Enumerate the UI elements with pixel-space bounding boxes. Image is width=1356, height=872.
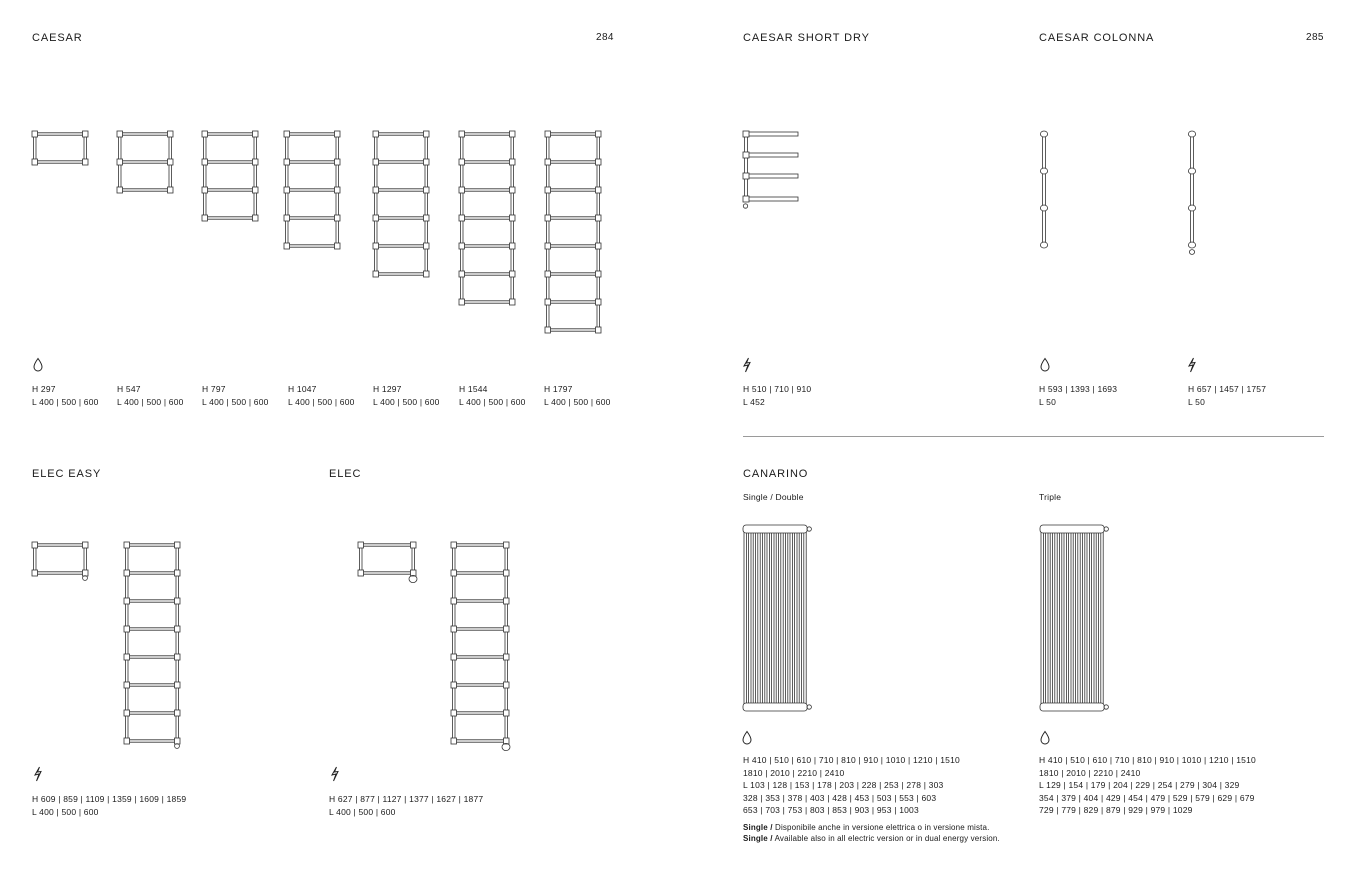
caesar-rail-drawing: [117, 131, 173, 193]
elec-length: L 400 | 500 | 600: [329, 806, 396, 817]
caesar-length: L 400 | 500 | 600: [32, 396, 99, 407]
spec-line: L 103 | 128 | 153 | 178 | 203 | 228 | 253 | 278 | 303: [743, 780, 944, 790]
elec-height: H 627 | 877 | 1127 | 1377 | 1627 | 1877: [329, 794, 484, 804]
caesar-length: L 400 | 500 | 600: [288, 396, 355, 407]
caesar-rail-drawing: [32, 131, 88, 165]
caesar-rail-drawing: [202, 131, 258, 221]
caesar-colonna-water-length: L 50: [1039, 396, 1057, 407]
spec-line: L 129 | 154 | 179 | 204 | 229 | 254 | 279 | 304 | 329: [1039, 780, 1240, 790]
caesar-length: L 400 | 500 | 600: [117, 396, 184, 407]
caesar-spec-3: [202, 383, 269, 408]
canarino-single-label: Single / Double: [743, 492, 804, 502]
caesar-colonna-electric-drawing: [1188, 131, 1195, 254]
caesar-spec-2: [117, 383, 184, 408]
spec-line: 729 | 779 | 829 | 879 | 929 | 979 | 1029: [1039, 805, 1193, 815]
caesar-rail-drawing: [459, 131, 515, 305]
caesar-length: L 400 | 500 | 600: [202, 396, 269, 407]
spec-line: H 410 | 510 | 610 | 710 | 810 | 910 | 1010 | 1210 | 1510: [1039, 755, 1256, 765]
caesar-height: H 797: [202, 384, 226, 394]
canarino-single-spec: [743, 754, 960, 817]
section-divider: [743, 436, 1324, 437]
canarino-triple-label: Triple: [1039, 492, 1062, 502]
spec-line: 653 | 703 | 753 | 803 | 853 | 903 | 953 | 1003: [743, 805, 919, 815]
caesar-short-dry-drawing: [743, 131, 798, 208]
elec-easy-spec: [32, 793, 186, 818]
caesar-height: H 1797: [544, 384, 573, 394]
water-drop-icon: [1039, 357, 1051, 378]
caesar-short-dry-spec: [743, 383, 811, 408]
elec-easy-small-drawing: [32, 542, 88, 580]
caesar-length: L 400 | 500 | 600: [373, 396, 440, 407]
caesar-short-dry-height: H 510 | 710 | 910: [743, 384, 812, 394]
water-drop-icon: [32, 357, 44, 378]
caesar-length: L 400 | 500 | 600: [459, 396, 526, 407]
page-number-left: 284: [596, 32, 614, 43]
elec-easy-title: ELEC EASY: [32, 468, 102, 480]
caesar-colonna-water-drawing: [1040, 131, 1047, 248]
caesar-spec-7: [544, 383, 611, 408]
caesar-rail-drawing: [284, 131, 340, 249]
caesar-spec-6: [459, 383, 526, 408]
caesar-height: H 297: [32, 384, 56, 394]
elec-tall-drawing: [451, 542, 510, 751]
elec-spec: [329, 793, 483, 818]
note-italian: Single / Disponibile anche in versione elettrica o in versione mista.: [743, 823, 990, 832]
caesar-length: L 400 | 500 | 600: [544, 396, 611, 407]
page-number-right: 285: [1306, 32, 1324, 43]
caesar-colonna-water-spec: [1039, 383, 1117, 408]
elec-easy-tall-drawing: [124, 542, 180, 748]
note-english: Single / Available also in all electric version or in dual energy version.: [743, 833, 1000, 843]
spec-line: 328 | 353 | 378 | 403 | 428 | 453 | 503 | 553 | 603: [743, 792, 937, 803]
caesar-height: H 1544: [459, 384, 488, 394]
elec-title: ELEC: [329, 468, 362, 480]
lightning-bolt-icon: [32, 766, 44, 787]
caesar-colonna-electric-spec: [1188, 383, 1266, 408]
canarino-triple-drawing: [1040, 525, 1108, 711]
elec-easy-length: L 400 | 500 | 600: [32, 806, 99, 817]
canarino-triple-spec: [1039, 754, 1256, 817]
caesar-height: H 1047: [288, 384, 317, 394]
caesar-short-dry-title: CAESAR SHORT DRY: [743, 32, 870, 44]
canarino-notes: [743, 823, 1000, 844]
spec-line: 354 | 379 | 404 | 429 | 454 | 479 | 529 | 579 | 629 | 679: [1039, 792, 1255, 803]
spec-line: H 410 | 510 | 610 | 710 | 810 | 910 | 1010 | 1210 | 1510: [743, 755, 960, 765]
caesar-height: H 547: [117, 384, 141, 394]
caesar-colonna-electric-length: L 50: [1188, 396, 1206, 407]
lightning-bolt-icon: [329, 766, 341, 787]
canarino-title: CANARINO: [743, 468, 809, 480]
caesar-spec-5: [373, 383, 440, 408]
caesar-colonna-title: CAESAR COLONNA: [1039, 32, 1155, 44]
caesar-colonna-electric-height: H 657 | 1457 | 1757: [1188, 384, 1267, 394]
caesar-rail-drawing: [373, 131, 429, 277]
caesar-colonna-water-height: H 593 | 1393 | 1693: [1039, 384, 1118, 394]
spec-line: 1810 | 2010 | 2210 | 2410: [1039, 767, 1141, 778]
caesar-title: CAESAR: [32, 32, 83, 44]
caesar-rail-drawing: [545, 131, 601, 333]
caesar-height: H 1297: [373, 384, 402, 394]
caesar-spec-4: [288, 383, 355, 408]
water-drop-icon: [1039, 730, 1051, 751]
elec-small-drawing: [358, 542, 417, 583]
canarino-single-drawing: [743, 525, 811, 711]
lightning-bolt-icon: [1186, 357, 1198, 378]
water-drop-icon: [741, 730, 753, 751]
elec-easy-height: H 609 | 859 | 1109 | 1359 | 1609 | 1859: [32, 794, 187, 804]
caesar-spec-1: [32, 383, 99, 408]
caesar-short-dry-length: L 452: [743, 396, 765, 407]
lightning-bolt-icon: [741, 357, 753, 378]
spec-line: 1810 | 2010 | 2210 | 2410: [743, 767, 845, 778]
